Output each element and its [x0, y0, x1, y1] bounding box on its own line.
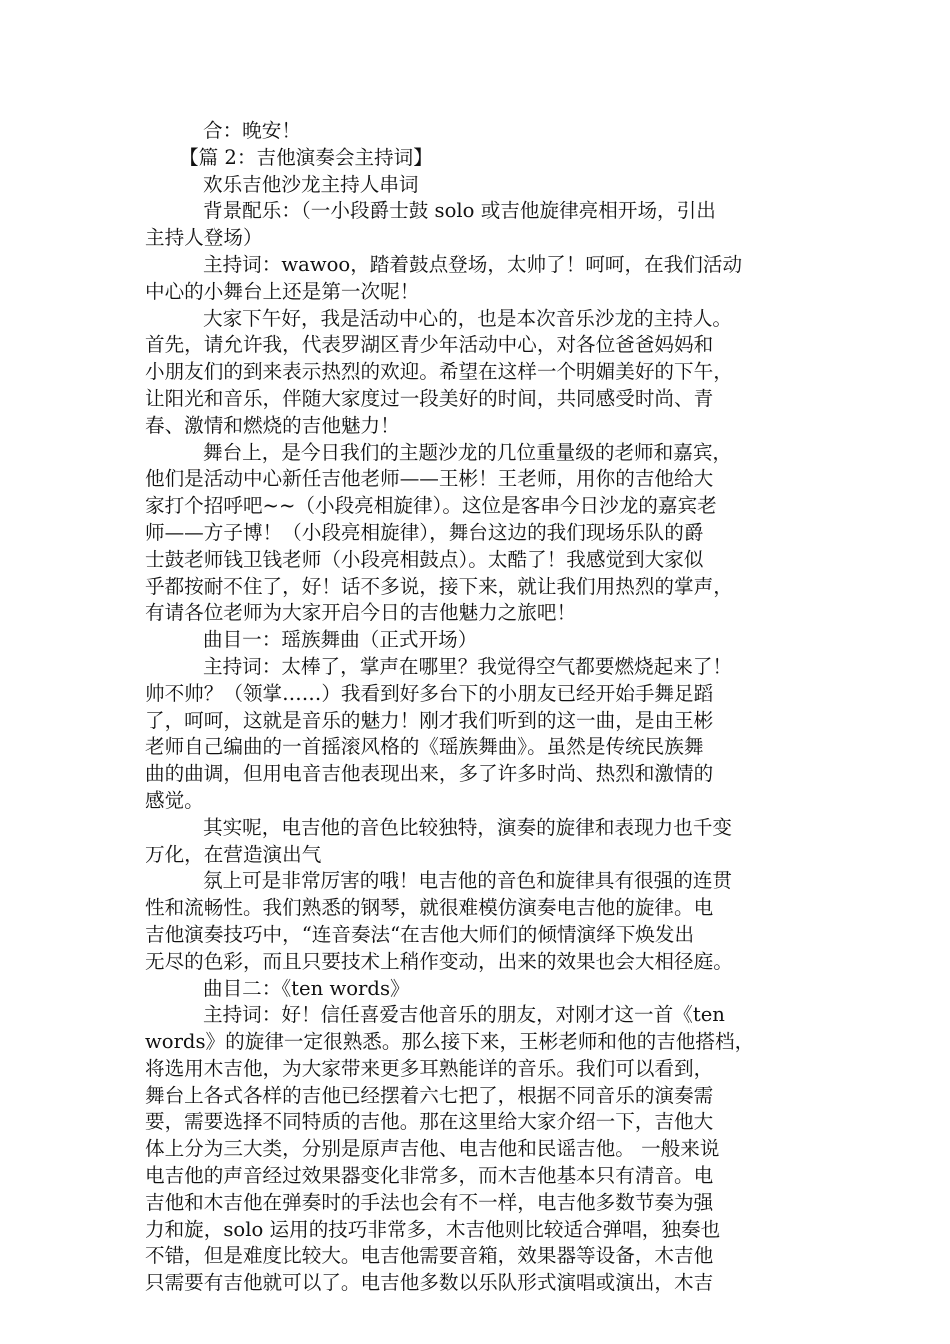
- text-line: 曲的曲调，但用电音吉他表现出来，多了许多时尚、热烈和激情的: [145, 762, 714, 786]
- text-line: 他们是活动中心新任吉他老师——王彬！王老师，用你的吉他给大: [145, 467, 714, 491]
- text-line: 曲目二：《ten words》: [203, 976, 410, 1000]
- text-line: 家打个招呼吧~~（小段亮相旋律）。这位是客串今日沙龙的嘉宾老: [145, 494, 717, 518]
- text-line: 万化，在营造演出气: [145, 842, 322, 866]
- text-line: 主持词：wawoo，踏着鼓点登场，太帅了！呵呵，在我们活动: [203, 252, 743, 276]
- text-line: 氛上可是非常厉害的哦！电吉他的音色和旋律具有很强的连贯: [203, 869, 733, 893]
- text-line: 性和流畅性。我们熟悉的钢琴，就很难模仿演奏电吉他的旋律。电: [145, 896, 714, 920]
- text-line: 欢乐吉他沙龙主持人串词: [203, 172, 419, 196]
- text-line: 士鼓老师钱卫钱老师（小段亮相鼓点）。太酷了！我感觉到大家似: [145, 547, 704, 571]
- text-line: 舞台上各式各样的吉他已经摆着六七把了，根据不同音乐的演奏需: [145, 1083, 714, 1107]
- text-line: 曲目一：瑶族舞曲（正式开场）: [203, 628, 478, 652]
- text-line: 舞台上，是今日我们的主题沙龙的几位重量级的老师和嘉宾，: [203, 440, 733, 464]
- text-line: 背景配乐：（一小段爵士鼓 solo 或吉他旋律亮相开场，引出: [203, 199, 716, 223]
- text-line: 中心的小舞台上还是第一次呢！: [145, 279, 420, 303]
- text-line: 要，需要选择不同特质的吉他。那在这里给大家介绍一下，吉他大: [145, 1110, 714, 1134]
- text-line: 吉他演奏技巧中，“连音奏法“在吉他大师们的倾情演绎下焕发出: [145, 922, 695, 946]
- text-line: 了，呵呵，这就是音乐的魅力！刚才我们听到的这一曲，是由王彬: [145, 708, 714, 732]
- text-line: 帅不帅？（领掌……）我看到好多台下的小朋友已经开始手舞足蹈: [145, 681, 714, 705]
- text-line: 春、激情和燃烧的吉他魅力！: [145, 413, 400, 437]
- text-line: 大家下午好，我是活动中心的，也是本次音乐沙龙的主持人。: [203, 306, 733, 330]
- text-line: 乎都按耐不住了，好！话不多说，接下来，就让我们用热烈的掌声，: [145, 574, 733, 598]
- text-line: 将选用木吉他，为大家带来更多耳熟能详的音乐。我们可以看到，: [145, 1056, 714, 1080]
- text-line: 主持词：太棒了，掌声在哪里？我觉得空气都要燃烧起来了！: [203, 654, 733, 678]
- text-line: 体上分为三大类，分别是原声吉他、电吉他和民谣吉他。 一般来说: [145, 1137, 720, 1161]
- text-line: 不错，但是难度比较大。电吉他需要音箱，效果器等设备，木吉他: [145, 1244, 714, 1268]
- document-page: [145, 118, 807, 1297]
- text-line: 小朋友们的到来表示热烈的欢迎。希望在这样一个明媚美好的下午，: [145, 360, 733, 384]
- text-line: 师——方子博！（小段亮相旋律），舞台这边的我们现场乐队的爵: [145, 520, 704, 544]
- text-line: 首先，请允许我，代表罗湖区青少年活动中心，对各位爸爸妈妈和: [145, 333, 714, 357]
- text-line: 让阳光和音乐，伴随大家度过一段美好的时间，共同感受时尚、青: [145, 386, 714, 410]
- text-line: 感觉。: [145, 788, 204, 812]
- text-line: 【篇 2：吉他演奏会主持词】: [179, 145, 433, 169]
- text-line: 有请各位老师为大家开启今日的吉他魅力之旅吧！: [145, 601, 577, 625]
- text-line: 其实呢，电吉他的音色比较独特，演奏的旋律和表现力也千变: [203, 815, 733, 839]
- text-line: 吉他和木吉他在弹奏时的手法也会有不一样，电吉他多数节奏为强: [145, 1190, 714, 1214]
- text-line: 电吉他的声音经过效果器变化非常多，而木吉他基本只有清音。电: [145, 1164, 714, 1188]
- text-line: 主持词：好！信任喜爱吉他音乐的朋友，对刚才这一首《ten: [203, 1003, 725, 1027]
- text-line: 合：晚安！: [203, 119, 301, 142]
- text-line: 无尽的色彩，而且只要技术上稍作变动，出来的效果也会大相径庭。: [145, 949, 733, 973]
- text-line: words》的旋律一定很熟悉。那么接下来，王彬老师和他的吉他搭档，: [145, 1030, 755, 1054]
- text-line: 力和旋，solo 运用的技巧非常多，木吉他则比较适合弹唱，独奏也: [145, 1217, 721, 1241]
- text-line: 主持人登场）: [145, 226, 263, 250]
- text-line: 只需要有吉他就可以了。电吉他多数以乐队形式演唱或演出，木吉: [145, 1271, 714, 1295]
- text-line: 老师自己编曲的一首摇滚风格的《瑶族舞曲》。虽然是传统民族舞: [145, 735, 704, 759]
